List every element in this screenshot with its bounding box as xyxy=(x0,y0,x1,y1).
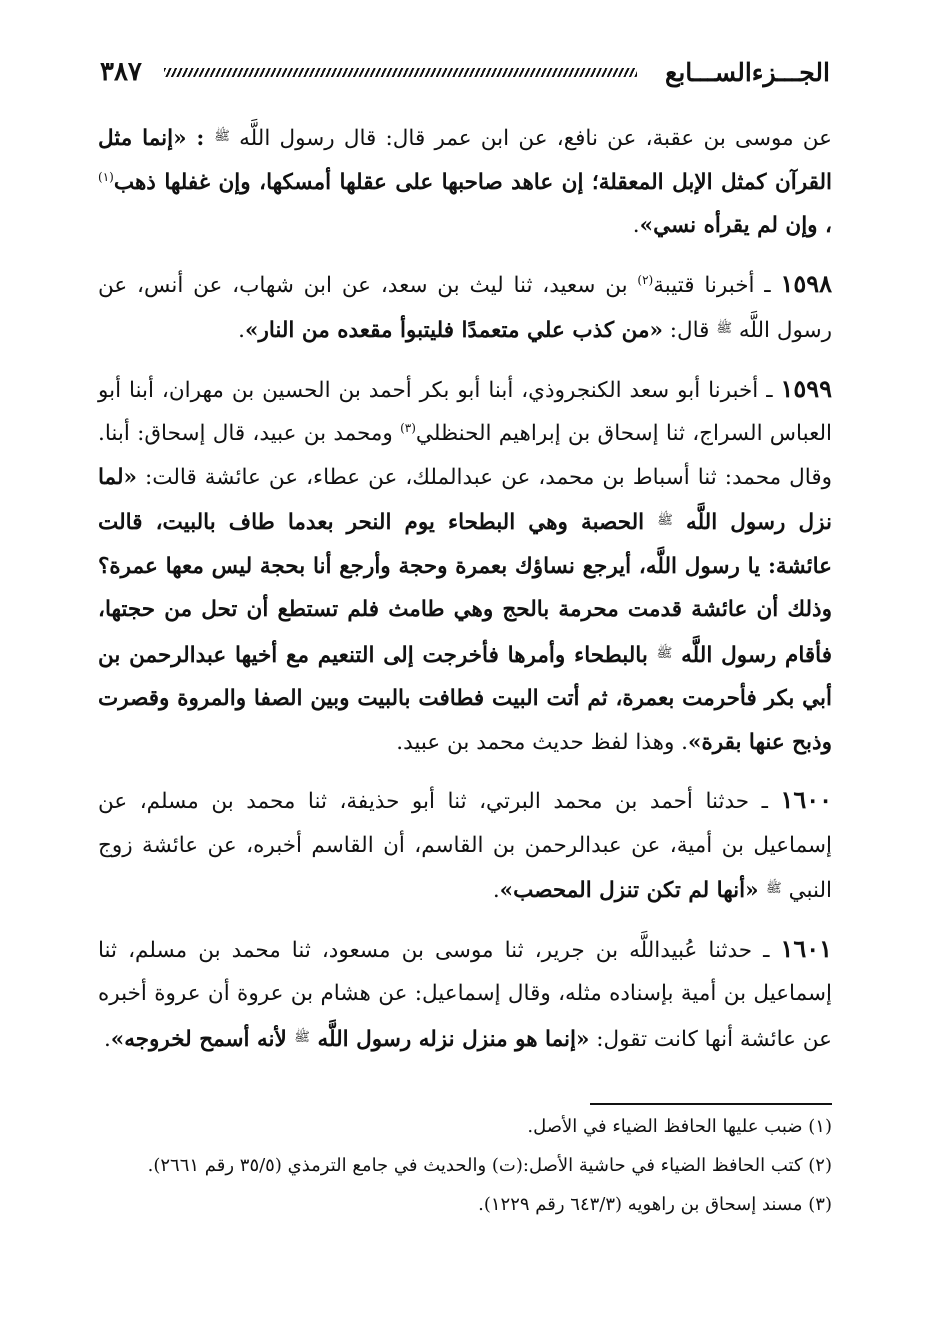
hadith-text: ـ حدثنا أحمد بن محمد البرتي، ثنا أبو حذيفة، ثنا محمد بن مسلم، عن إسماعيل بن أمية، عن عبدالرحمن بن القاسم، أن القاسم أخبره، عن عائشة زوج النبي xyxy=(98,789,832,903)
header-rule xyxy=(164,68,637,77)
footnote-item: (٣) مسند إسحاق بن راهويه (٦٤٣/٣ رقم ١٢٢٩). xyxy=(478,1194,832,1215)
hadith-quote: لأنه أسمح لخروجه» xyxy=(110,1026,295,1052)
hadith-text: ـ أخبرنا قتيبة xyxy=(653,272,781,298)
sallallah-glyph: ﷺ xyxy=(657,513,673,528)
hadith-text: قال: xyxy=(662,318,717,343)
hadith-quote: «أنها لم تكن تنزل المحصب» xyxy=(499,878,767,903)
footnote-marker: (٢) xyxy=(637,272,654,287)
footnote-item: (٢) كتب الحافظ الضياء في حاشية الأصل:(ت) والحديث في جامع الترمذي (٣٥/٥ رقم ٢٦٦١). xyxy=(147,1155,832,1176)
hadith-quote: «لما نزل رسول اللَّه xyxy=(98,464,832,535)
hadith-text: . وهذا لفظ حديث محمد بن عبيد. xyxy=(396,729,688,755)
hadith-quote: بالبطحاء وأمرها فأخرجت إلى التنعيم مع أخيها عبدالرحمن بن أبي بكر فأحرمت بعمرة، ثم أتت البيت فطافت بالبيت وبين الصفا والمروة وقصرت وذبح عنها بقرة» xyxy=(98,642,832,755)
body-text xyxy=(98,115,832,1075)
hadith-text: ومحمد بن عبيد، قال إسحاق: أبنا. وقال محمد: ثنا أسباط بن محمد، عن عبدالملك، عن عطاء، عن عائشة قالت: xyxy=(98,421,832,490)
footnotes xyxy=(98,1110,832,1227)
hadith-paragraph xyxy=(98,262,832,353)
hadith-quote: «من كذب علي متعمدًا فليتبوأ مقعده من النار» xyxy=(245,318,663,343)
hadith-paragraph xyxy=(98,778,832,913)
hadith-number: ١٥٩٩ xyxy=(780,373,832,403)
hadith-number: ١٥٩٨ xyxy=(780,268,832,298)
hadith-quote: : «إنما مثل القرآن كمثل الإبل المعقلة؛ إن عاهد صاحبها على عقلها أمسكها، وإن غفلها ذهب xyxy=(98,126,832,195)
sallallah-glyph: ﷺ xyxy=(716,321,733,336)
footnote-marker: (٣) xyxy=(400,420,416,435)
hadith-paragraph xyxy=(98,927,832,1062)
hadith-quote: ، وإن لم يقرأه نسي» xyxy=(639,213,832,238)
page-number: ٣٨٧ xyxy=(100,57,142,87)
hadith-paragraph xyxy=(98,367,832,765)
hadith-text: ـ حدثنا عُبيداللَّه بن جرير، ثنا موسى بن مسعود، ثنا محمد بن مسلم، ثنا إسماعيل بن أمية بإسناده مثله، وقال إسماعيل: عن هشام بن عروة أن عروة أخبره عن عائشة أنها كانت تقول: xyxy=(98,937,832,1052)
part-title: الجـــزءالســـابع xyxy=(665,57,830,87)
sallallah-glyph: ﷺ xyxy=(294,1029,310,1045)
footnote-marker: (١) xyxy=(98,169,114,184)
hadith-quote: الحصبة وهي البطحاء يوم النحر بعدما طاف بالبيت، قالت عائشة: يا رسول اللَّه، أيرجع نساؤك بعمرة وحجة وأرجع أنا بحجة ليس معها عمرة؟ وذلك أن عائشة قدمت محرمة بالحج وهي طامث فلم تستطع أن تحل من حجتها، فأقام رسول اللَّه xyxy=(98,510,832,668)
sallallah-glyph: ﷺ xyxy=(656,645,673,661)
hadith-text: بن سعيد، ثنا ليث بن سعد، عن ابن شهاب، عن أنس، عن رسول اللَّه xyxy=(98,272,832,343)
hadith-number: ١٦٠١ xyxy=(780,933,832,963)
sallallah-glyph: ﷺ xyxy=(214,129,230,144)
hadith-text: . xyxy=(238,318,245,343)
hadith-text: . xyxy=(632,213,640,238)
footnote-separator xyxy=(590,1103,832,1105)
hadith-text: . xyxy=(103,1026,111,1052)
hadith-paragraph xyxy=(98,115,832,248)
hadith-text: ـ أخبرنا أبو سعد الكنجروذي، أبنا أبو بكر أحمد بن الحسين بن مهران، أبنا أبو العباس السراج، ثنا إسحاق بن إبراهيم الحنظلي xyxy=(98,377,832,446)
hadith-quote: «إنما هو منزل نزله رسول اللَّه xyxy=(309,1026,590,1052)
hadith-text: عن موسى بن عقبة، عن نافع، عن ابن عمر قال: قال رسول اللَّه xyxy=(229,126,832,151)
hadith-number: ١٦٠٠ xyxy=(780,785,832,814)
footnote-item: (١) ضبب عليها الحافظ الضياء في الأصل. xyxy=(527,1116,832,1137)
page-header xyxy=(100,52,830,92)
hadith-text: . xyxy=(492,878,500,903)
sallallah-glyph: ﷺ xyxy=(766,881,782,896)
